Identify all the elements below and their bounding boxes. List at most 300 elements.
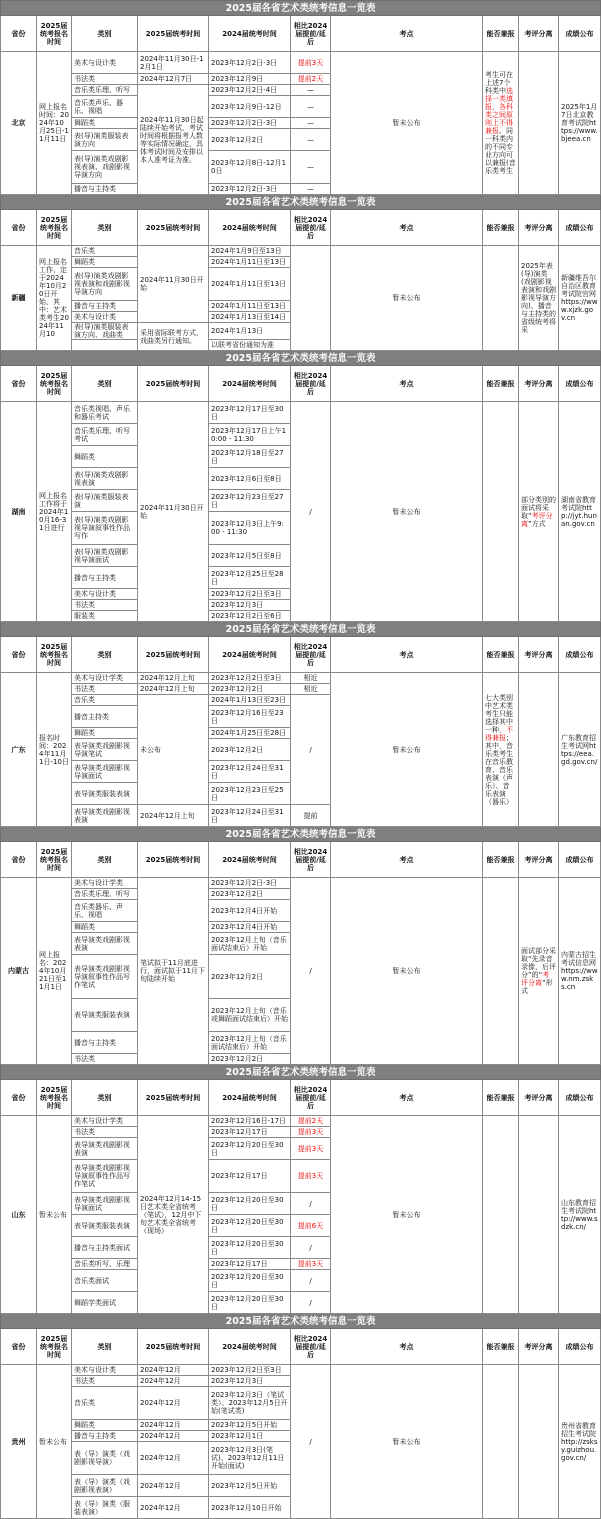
- exam-time-2025-cell: 未公布: [138, 695, 209, 805]
- category-cell: 美术与设计学类: [72, 673, 138, 684]
- exam-location-cell: 暂未公布: [331, 402, 483, 622]
- exam-time-2024-cell: 2023年12月上旬（音乐面试结束后）开始: [209, 1032, 291, 1054]
- exam-time-2024-cell: 2023年12月上旬（音乐或舞蹈面试结束后）开始: [209, 999, 291, 1032]
- exam-time-2024-cell: 2023年12月2日至6日: [209, 611, 291, 622]
- exam-time-2024-cell: 2023年12月24日至31日: [209, 805, 291, 827]
- assessment-separation-cell-text: ”形式: [521, 979, 553, 995]
- compare-cell: /: [291, 695, 331, 805]
- column-header: 成绩公布: [559, 210, 601, 246]
- column-header: 能否兼报: [483, 366, 519, 402]
- exam-time-2024-cell: 2023年12月5日开始: [209, 1475, 291, 1497]
- table-row: [1, 52, 601, 74]
- category-cell: 书法类: [72, 1054, 138, 1065]
- exam-time-2024-cell: 2023年12月10日开始: [209, 1497, 291, 1519]
- compare-cell: /: [291, 1292, 331, 1314]
- score-release-cell: 贵州省教育招生考试院http://zsksy.guizhou.gov.cn/: [559, 1365, 601, 1519]
- category-cell: 表(导)演类戏剧影视导演面试: [72, 545, 138, 567]
- exam-time-2025-cell: 2024年11月30日起陆续开始考试，考试时间将根据报考人数等实际情况确定，具体考试时间及安排以本人准考证为准。: [138, 85, 209, 195]
- category-cell: 音乐类视唱、声乐和器乐考试: [72, 402, 138, 424]
- category-cell: 舞蹈类: [72, 1420, 138, 1431]
- exam-time-2024-cell: 2023年12月18日至27日: [209, 446, 291, 468]
- category-cell: 舞蹈类: [72, 446, 138, 468]
- category-cell: 舞蹈类: [72, 728, 138, 739]
- exam-time-2024-cell: 2023年12月2日-3日: [209, 878, 291, 889]
- exam-time-2024-cell: 2023年12月9日-12日: [209, 96, 291, 118]
- section-title-row: [1, 351, 601, 366]
- column-header: 成绩公布: [559, 366, 601, 402]
- category-cell: 表（导）演类（戏剧影视表演）: [72, 1475, 138, 1497]
- assessment-separation-cell: [519, 1365, 559, 1519]
- category-cell: 播音与主持类: [72, 1431, 138, 1442]
- category-cell: 音乐类声乐、器乐、视唱: [72, 96, 138, 118]
- category-cell: 表(导)演类戏剧影视导演叙事性作品写作: [72, 512, 138, 545]
- exam-time-2024-cell: 2023年12月20日至30日: [209, 1138, 291, 1160]
- category-cell: 表导演类戏剧影视导演叙事性作品写作笔试: [72, 1160, 138, 1193]
- column-header: 2024届统考时间: [209, 842, 291, 878]
- category-cell: 音乐类: [72, 1387, 138, 1420]
- compare-cell: 提前3天: [291, 52, 331, 74]
- column-header: 考评分离: [519, 210, 559, 246]
- column-header: 相比2024届提前/延后: [291, 16, 331, 52]
- column-header: 2025届统考时间: [138, 637, 209, 673]
- category-cell: 书法类: [72, 600, 138, 611]
- compare-cell: 提前3天: [291, 1259, 331, 1270]
- column-header: 成绩公布: [559, 1329, 601, 1365]
- column-header: 2025届统考报名时间: [37, 210, 72, 246]
- column-header: 2025届统考时间: [138, 1080, 209, 1116]
- column-header: 考点: [331, 16, 483, 52]
- registration-time-cell: 网上报名：2024年10月21日至11月1日: [37, 878, 72, 1065]
- category-cell: 表导演类戏剧影视表演: [72, 933, 138, 955]
- category-cell: 舞蹈学类面试: [72, 1292, 138, 1314]
- section-title: 2025届各省艺术类统考信息一览表: [1, 1065, 601, 1080]
- category-cell: 书法类: [72, 74, 138, 85]
- compare-cell: /: [291, 1237, 331, 1259]
- registration-time-cell: 网上报名工作将于2024年10月16-31日进行: [37, 402, 72, 622]
- column-header: 2025届统考报名时间: [37, 1329, 72, 1365]
- section-title: 2025届各省艺术类统考信息一览表: [1, 1314, 601, 1329]
- compare-cell: /: [291, 1270, 331, 1292]
- section-title: 2025届各省艺术类统考信息一览表: [1, 622, 601, 637]
- section-title: 2025届各省艺术类统考信息一览表: [1, 351, 601, 366]
- exam-time-2024-cell: 2023年12月2日至3日: [209, 589, 291, 600]
- column-header: 类别: [72, 1080, 138, 1116]
- exam-time-2024-cell: 2023年12月3日（笔试类）、2023年12月5日开始(笔试类): [209, 1387, 291, 1420]
- score-release-cell: 广东教育招生考试网https://eea.gd.gov.cn/: [559, 673, 601, 827]
- compare-cell: —: [291, 96, 331, 118]
- column-header: 2025届统考时间: [138, 210, 209, 246]
- column-header: 2025届统考报名时间: [37, 637, 72, 673]
- exam-time-2024-cell: 2023年12月2日: [209, 955, 291, 999]
- exam-time-2024-cell: 2023年12月2日-3日: [209, 118, 291, 129]
- exam-time-2024-cell: 2023年12月3日(笔试)、2023年12月11日开始(面试): [209, 1442, 291, 1475]
- column-header: 能否兼报: [483, 210, 519, 246]
- category-cell: [72, 340, 138, 351]
- column-header: 能否兼报: [483, 842, 519, 878]
- column-header: 相比2024届提前/延后: [291, 366, 331, 402]
- column-header: 相比2024届提前/延后: [291, 1080, 331, 1116]
- column-header: 2025届统考时间: [138, 1329, 209, 1365]
- exam-time-2025-cell: 2024年12月: [138, 1387, 209, 1420]
- compare-cell: 提前6天: [291, 1215, 331, 1237]
- section-title-row: [1, 622, 601, 637]
- column-header: 2024届统考时间: [209, 16, 291, 52]
- compare-cell: —: [291, 129, 331, 151]
- exam-time-2024-cell: 2023年12月5日开始: [209, 1420, 291, 1431]
- category-cell: 音乐类: [72, 695, 138, 706]
- exam-time-2024-cell: 2024年1月13日: [209, 323, 291, 340]
- column-header: 2025届统考报名时间: [37, 842, 72, 878]
- category-cell: 美术与设计类: [72, 589, 138, 600]
- category-cell: 表(导)演类服装表演方向: [72, 129, 138, 151]
- exam-time-2024-cell: 2023年12月2日: [209, 889, 291, 900]
- category-cell: 舞蹈类: [72, 118, 138, 129]
- exam-time-2025-cell: 2024年11月30日开始: [138, 246, 209, 323]
- exam-location-cell: 暂未公布: [331, 52, 483, 195]
- exam-time-2024-cell: 2023年12月3日上午9:00 - 11:30: [209, 512, 291, 545]
- exam-time-2025-cell: 笔试拟于11月底进行，面试拟于11月下旬陆续开始: [138, 878, 209, 1065]
- category-cell: 播音与主持类: [72, 567, 138, 589]
- column-header: 能否兼报: [483, 1329, 519, 1365]
- exam-time-2025-cell: 2024年12月上旬: [138, 805, 209, 827]
- exam-time-2024-cell: 2023年12月6日至8日: [209, 468, 291, 490]
- section-title-row: [1, 1314, 601, 1329]
- exam-time-2025-cell: 2024年12月: [138, 1497, 209, 1519]
- exam-time-2024-cell: 2023年12月17日上午10:00 - 11:30: [209, 424, 291, 446]
- compare-cell: —: [291, 184, 331, 195]
- exam-time-2024-cell: 2023年12月2日-3日: [209, 184, 291, 195]
- column-header: 考点: [331, 1080, 483, 1116]
- column-header: 2024届统考时间: [209, 366, 291, 402]
- category-cell: 书法类: [72, 1127, 138, 1138]
- column-header: 考评分离: [519, 366, 559, 402]
- table-row: [1, 1365, 601, 1376]
- column-header: 2025届统考时间: [138, 16, 209, 52]
- category-cell: 播音与主持类: [72, 1032, 138, 1054]
- exam-time-2024-cell: 2024年1月25日至28日: [209, 728, 291, 739]
- exam-time-2024-cell: 2023年12月2日: [209, 684, 291, 695]
- exam-time-2024-cell: 2023年12月2日至3日: [209, 673, 291, 684]
- exam-time-2024-cell: 2023年12月2日-4日: [209, 85, 291, 96]
- table-row: [1, 402, 601, 424]
- compare-cell: 提前2天: [291, 1116, 331, 1127]
- exam-time-2024-cell: 2023年12月2日: [209, 739, 291, 761]
- dual-application-cell-text: ；其中，音乐类考生在音乐教育、音乐表演（声乐）、音乐表演（器乐）: [485, 733, 513, 806]
- exam-time-2024-cell: 2023年12月3日: [209, 600, 291, 611]
- dual-application-cell-text: 选择一类填报，各科类之间原则上不得兼报: [485, 87, 513, 135]
- registration-time-cell: 报名时间：2024年11月1日-10日: [37, 673, 72, 827]
- exam-time-2025-cell: 2024年12月: [138, 1442, 209, 1475]
- column-header: 2025届统考报名时间: [37, 1080, 72, 1116]
- column-header: 考点: [331, 637, 483, 673]
- assessment-separation-cell-text: 考评分离: [521, 511, 553, 528]
- category-cell: 表导演类戏剧影视导演叙事性作品写作笔试: [72, 955, 138, 999]
- exam-time-2024-cell: 2023年12月20日至30日: [209, 1270, 291, 1292]
- column-header: 2024届统考时间: [209, 1080, 291, 1116]
- column-header: 相比2024届提前/延后: [291, 1329, 331, 1365]
- category-cell: 美术与设计学类: [72, 1116, 138, 1127]
- column-header: 省份: [1, 366, 37, 402]
- compare-cell: 提前2天: [291, 74, 331, 85]
- category-cell: 表导演类戏剧影视导演面试: [72, 761, 138, 783]
- exam-time-2024-cell: 2024年1月11日至13日: [209, 301, 291, 312]
- category-cell: 表导演类戏剧影视导演笔试: [72, 739, 138, 761]
- column-header: 省份: [1, 1329, 37, 1365]
- category-cell: 表导演类服装表演: [72, 783, 138, 805]
- column-header: 省份: [1, 16, 37, 52]
- score-release-cell: 湖南省教育考试院http://jyt.hunan.gov.cn: [559, 402, 601, 622]
- exam-time-2025-cell: 2024年12月上旬: [138, 684, 209, 695]
- dual-application-cell: [483, 1365, 519, 1519]
- compare-cell: /: [291, 1193, 331, 1215]
- exam-location-cell: 暂未公布: [331, 1116, 483, 1314]
- exam-time-2024-cell: 2023年12月16日至23日: [209, 706, 291, 728]
- exam-time-2025-cell: 2024年11月30日开始: [138, 402, 209, 622]
- column-header: 2024届统考时间: [209, 1329, 291, 1365]
- category-cell: 音乐类乐理、听写: [72, 889, 138, 900]
- column-header: 能否兼报: [483, 1080, 519, 1116]
- score-release-cell: 2025年1月7日北京教育考试院https://www.bjeea.cn: [559, 52, 601, 195]
- column-header: 2025届统考报名时间: [37, 16, 72, 52]
- registration-time-cell: 暂未公布: [37, 1116, 72, 1314]
- table-row: [1, 673, 601, 684]
- column-header: 类别: [72, 637, 138, 673]
- column-header-row: [1, 637, 601, 673]
- column-header: 类别: [72, 210, 138, 246]
- section-title-row: [1, 1065, 601, 1080]
- column-header-row: [1, 842, 601, 878]
- section-title-row: [1, 1, 601, 16]
- province-cell: 山东: [1, 1116, 37, 1314]
- province-cell: 内蒙古: [1, 878, 37, 1065]
- exam-time-2024-cell: 2024年1月13日至14日: [209, 312, 291, 323]
- column-header: 考评分离: [519, 1080, 559, 1116]
- category-cell: 表(导)演类戏剧影视表演、戏剧影视导演方向: [72, 151, 138, 184]
- exam-time-2024-cell: 2024年1月11日至13日: [209, 268, 291, 301]
- registration-time-cell: 暂未公布: [37, 1365, 72, 1519]
- exam-time-2024-cell: 以联考省份通知为准: [209, 340, 291, 351]
- dual-application-cell: [483, 52, 519, 195]
- exam-time-2024-cell: 2023年12月4日开始: [209, 900, 291, 922]
- category-cell: 音乐类听写、乐理: [72, 1259, 138, 1270]
- column-header: 考评分离: [519, 842, 559, 878]
- compare-cell: 提前3天: [291, 1127, 331, 1138]
- category-cell: 表(导)演类戏剧影视表演: [72, 468, 138, 490]
- section-title: 2025届各省艺术类统考信息一览表: [1, 827, 601, 842]
- column-header: 类别: [72, 1329, 138, 1365]
- category-cell: 表(导)演类戏剧影视表演和戏剧影视导演方向: [72, 268, 138, 301]
- compare-cell: /: [291, 402, 331, 622]
- exam-time-2024-cell: 2024年1月9日至13日: [209, 246, 291, 257]
- exam-time-2024-cell: 2023年12月5日至8日: [209, 545, 291, 567]
- column-header: 类别: [72, 842, 138, 878]
- column-header-row: [1, 1329, 601, 1365]
- exam-time-2024-cell: 2023年12月2日: [209, 1054, 291, 1065]
- column-header: 类别: [72, 16, 138, 52]
- assessment-separation-cell: [519, 402, 559, 622]
- column-header: 考评分离: [519, 16, 559, 52]
- column-header: 2024届统考时间: [209, 637, 291, 673]
- exam-time-2025-cell: 2024年12月: [138, 1376, 209, 1387]
- exam-time-2024-cell: 2023年12月2日: [209, 129, 291, 151]
- column-header: 类别: [72, 366, 138, 402]
- column-header: 2024届统考时间: [209, 210, 291, 246]
- compare-cell: 相近: [291, 684, 331, 695]
- compare-cell: /: [291, 1365, 331, 1519]
- column-header: 考评分离: [519, 1329, 559, 1365]
- exam-time-2024-cell: 2023年12月20日至30日: [209, 1193, 291, 1215]
- exam-time-2024-cell: 2023年12月25日至28日: [209, 567, 291, 589]
- category-cell: 美术与设计类: [72, 52, 138, 74]
- column-header-row: [1, 1080, 601, 1116]
- exam-time-2024-cell: 2023年12月2日至3日: [209, 1365, 291, 1376]
- exam-time-2024-cell: 2023年12月17日: [209, 1259, 291, 1270]
- compare-cell: 相近: [291, 673, 331, 684]
- exam-time-2024-cell: 2024年1月13日至23日: [209, 695, 291, 706]
- category-cell: 表导演类服装表演: [72, 999, 138, 1032]
- category-cell: 音乐类乐理、听写: [72, 85, 138, 96]
- column-header: 省份: [1, 1080, 37, 1116]
- assessment-separation-cell: [519, 673, 559, 827]
- dual-application-cell: [483, 246, 519, 351]
- section-title-row: [1, 195, 601, 210]
- exam-location-cell: 暂未公布: [331, 1365, 483, 1519]
- assessment-separation-cell: [519, 1116, 559, 1314]
- exam-location-cell: 暂未公布: [331, 673, 483, 827]
- column-header: 成绩公布: [559, 16, 601, 52]
- dual-application-cell-text: 七大类别中艺术类考生只能选择其中一种，: [485, 693, 513, 734]
- section-title: 2025届各省艺术类统考信息一览表: [1, 195, 601, 210]
- exam-time-2024-cell: 2023年12月20日至30日: [209, 1292, 291, 1314]
- assessment-separation-cell: 2025年表(导)演类(戏剧影视表演和戏剧影视导演方向)、播音与主持类的省级统考将采: [519, 246, 559, 351]
- category-cell: 音乐类面试: [72, 1270, 138, 1292]
- compare-cell: —: [291, 118, 331, 129]
- column-header: 能否兼报: [483, 637, 519, 673]
- category-cell: 表导演类戏剧影视导演面试: [72, 1193, 138, 1215]
- compare-cell: —: [291, 85, 331, 96]
- assessment-separation-cell: [519, 878, 559, 1065]
- exam-time-2024-cell: 2023年12月4日开始: [209, 922, 291, 933]
- category-cell: 播音与主持类面试: [72, 1237, 138, 1259]
- column-header: 考评分离: [519, 637, 559, 673]
- dual-application-cell: [483, 402, 519, 622]
- column-header: 成绩公布: [559, 1080, 601, 1116]
- compare-cell: [291, 246, 331, 351]
- exam-time-2025-cell: 2024年11月30日-12月1日: [138, 52, 209, 74]
- exam-time-2025-cell: 2024年12月7日: [138, 74, 209, 85]
- exam-time-2025-cell: 2024年12月: [138, 1475, 209, 1497]
- registration-time-cell: 网上报名时间：2024年10月25日-11月11日: [37, 52, 72, 195]
- province-cell: 新疆: [1, 246, 37, 351]
- category-cell: 表导演类戏剧影视表演: [72, 805, 138, 827]
- category-cell: 音乐类器乐、声乐、视唱: [72, 900, 138, 922]
- score-release-cell: 山东教育招生考试院http://www.sdzk.cn/: [559, 1116, 601, 1314]
- column-header: 考点: [331, 842, 483, 878]
- exam-location-cell: 暂未公布: [331, 878, 483, 1065]
- column-header-row: [1, 16, 601, 52]
- exam-time-2024-cell: 2023年12月20日至30日: [209, 1237, 291, 1259]
- category-cell: 美术与设计学类: [72, 878, 138, 889]
- category-cell: 表导演类服装表演: [72, 1215, 138, 1237]
- column-header: 省份: [1, 210, 37, 246]
- dual-application-cell: [483, 673, 519, 827]
- column-header: 考点: [331, 210, 483, 246]
- exam-time-2024-cell: 2023年12月3日: [209, 1376, 291, 1387]
- exam-time-2024-cell: 2023年12月24日至31日: [209, 761, 291, 783]
- table-row: [1, 1116, 601, 1127]
- column-header: 成绩公布: [559, 842, 601, 878]
- column-header: 2025届统考时间: [138, 366, 209, 402]
- score-release-cell: 内蒙古招生考试信息网https://www.nm.zsks.cn: [559, 878, 601, 1065]
- category-cell: 服装类: [72, 611, 138, 622]
- assessment-separation-cell-text: 部分类别的面试将采取“: [521, 495, 556, 520]
- exam-time-2024-cell: 2023年12月23日至27日: [209, 490, 291, 512]
- exam-time-2024-cell: 2024年1月11日至13日: [209, 257, 291, 268]
- column-header: 能否兼报: [483, 16, 519, 52]
- column-header: 成绩公布: [559, 637, 601, 673]
- category-cell: 书法类: [72, 684, 138, 695]
- column-header: 考点: [331, 366, 483, 402]
- assessment-separation-cell: [519, 52, 559, 195]
- province-cell: 湖南: [1, 402, 37, 622]
- category-cell: 表导演类戏剧影视表演: [72, 1138, 138, 1160]
- exam-time-2024-cell: 2023年12月2日-3日: [209, 52, 291, 74]
- compare-cell: —: [291, 151, 331, 184]
- column-header: 相比2024届提前/延后: [291, 637, 331, 673]
- column-header: 2025届统考时间: [138, 842, 209, 878]
- column-header-row: [1, 210, 601, 246]
- dual-application-cell-text: 。同一科类内的不同专业方向可以兼报(音乐类考生: [485, 127, 516, 175]
- table-row: [1, 246, 601, 257]
- compare-cell: 提前: [291, 805, 331, 827]
- column-header: 省份: [1, 637, 37, 673]
- category-cell: 表（导）演类（服装表演）: [72, 1497, 138, 1519]
- exam-time-2025-cell: 2024年12月: [138, 1365, 209, 1376]
- dual-application-cell: [483, 1116, 519, 1314]
- category-cell: 书法类: [72, 1376, 138, 1387]
- province-cell: 广东: [1, 673, 37, 827]
- column-header: 2025届统考报名时间: [37, 366, 72, 402]
- exam-time-2025-cell: 2024年12月: [138, 1420, 209, 1431]
- exam-time-2024-cell: 2023年12月9日: [209, 74, 291, 85]
- column-header: 相比2024届提前/延后: [291, 210, 331, 246]
- province-cell: 北京: [1, 52, 37, 195]
- section-title: 2025届各省艺术类统考信息一览表: [1, 1, 601, 16]
- exam-time-2024-cell: 2023年12月17日: [209, 1127, 291, 1138]
- registration-time-cell: 网上报名工作，定于2024年10月20日开始，其中：艺术类考生2024年11月10: [37, 246, 72, 351]
- assessment-separation-cell-text: 面试部分采取“先录音录像，后评分”的“: [521, 947, 556, 979]
- column-header: 考点: [331, 1329, 483, 1365]
- category-cell: 音乐类乐理、听写考试: [72, 424, 138, 446]
- category-cell: 表（导）演类（戏剧影视导演）: [72, 1442, 138, 1475]
- section-title-row: [1, 827, 601, 842]
- assessment-separation-cell-text: ”方式: [528, 519, 546, 528]
- category-cell: 舞蹈类: [72, 257, 138, 268]
- exam-time-2024-cell: 2023年12月上旬（音乐面试结束后）开始: [209, 933, 291, 955]
- category-cell: 美术与设计类: [72, 1365, 138, 1376]
- score-release-cell: 新疆维吾尔自治区教育考试院官网https://www.xjzk.gov.cn: [559, 246, 601, 351]
- category-cell: 播音与主持类: [72, 301, 138, 312]
- exam-time-2024-cell: 2023年12月1日: [209, 1431, 291, 1442]
- exam-time-2024-cell: 2023年12月20日至30日: [209, 1215, 291, 1237]
- assessment-separation-cell-text: 考评分离: [521, 971, 550, 987]
- dual-application-cell: [483, 878, 519, 1065]
- exam-time-2024-cell: 2023年12月23日至25日: [209, 783, 291, 805]
- exam-time-2025-cell: 2024年12月: [138, 1431, 209, 1442]
- exam-time-2024-cell: 2023年12月16日-17日: [209, 1116, 291, 1127]
- province-cell: 贵州: [1, 1365, 37, 1519]
- column-header: 省份: [1, 842, 37, 878]
